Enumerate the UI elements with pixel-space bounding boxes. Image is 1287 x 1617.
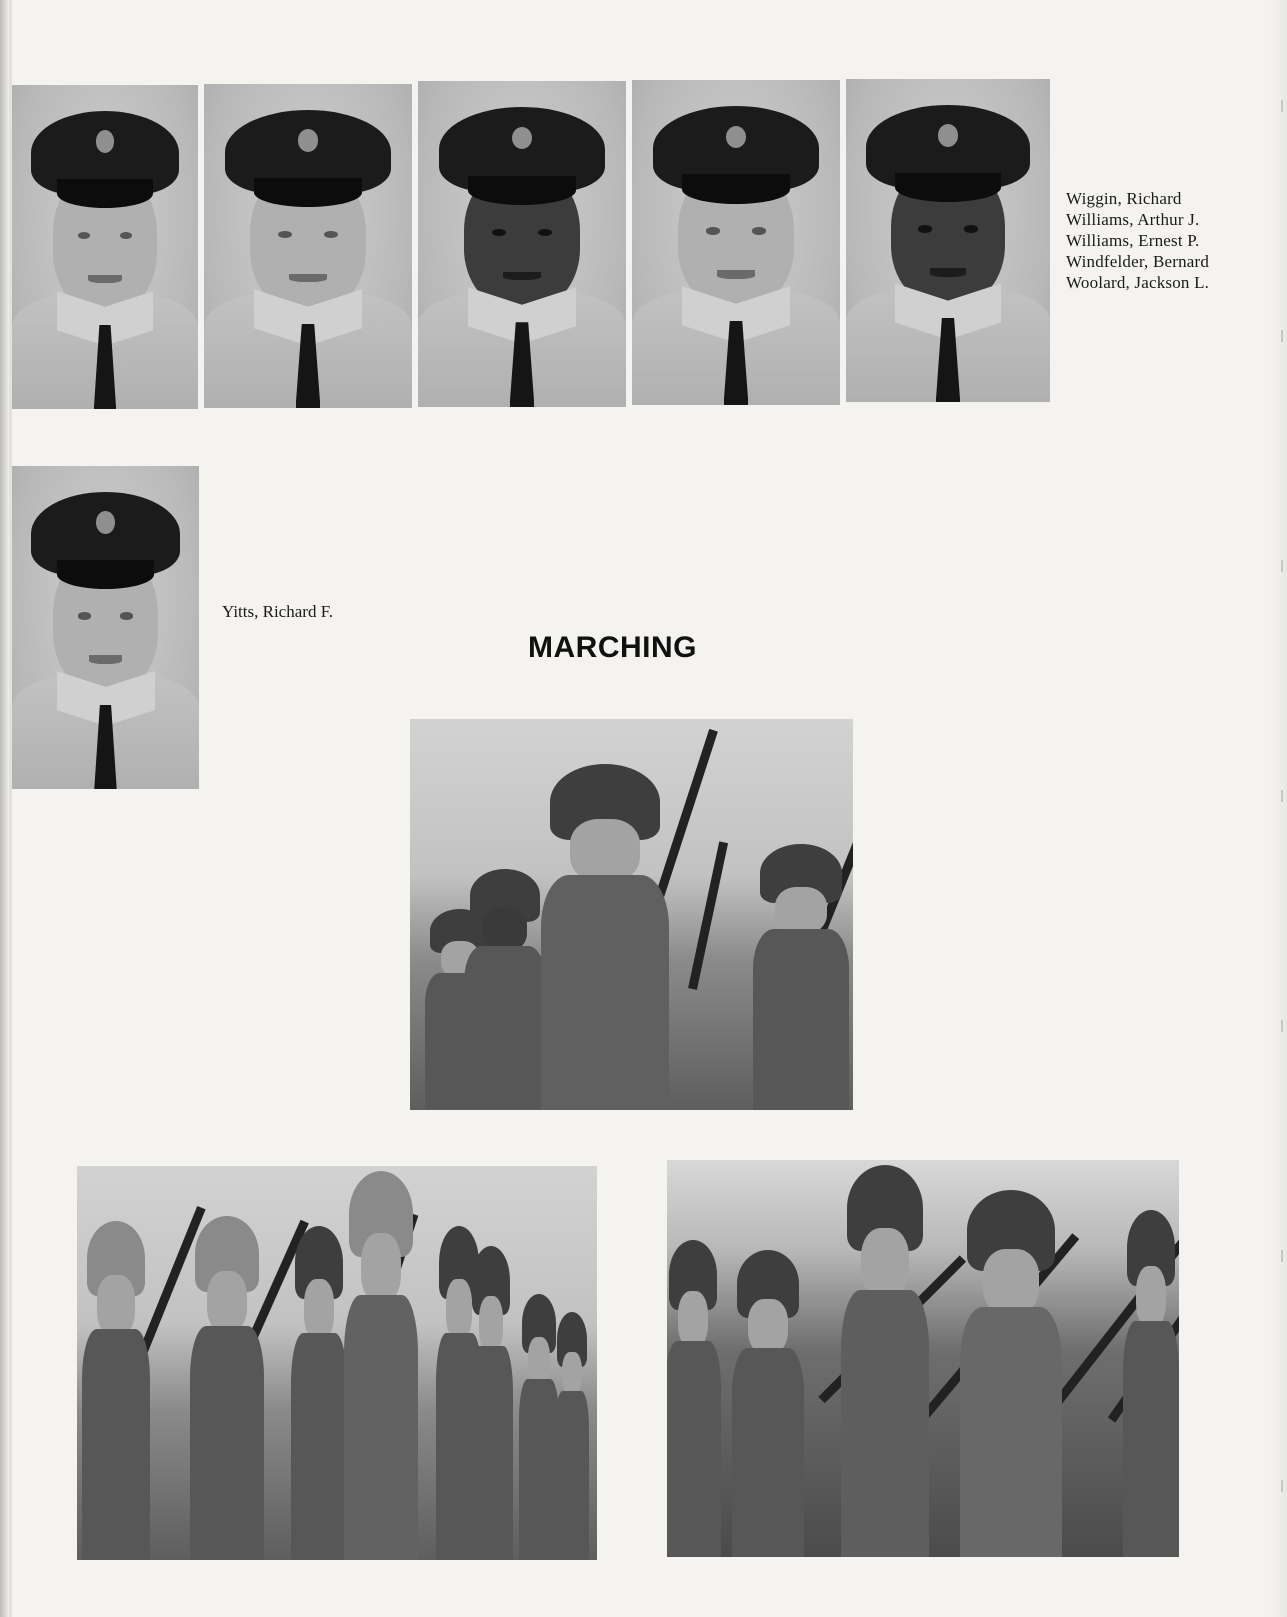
section-heading: MARCHING bbox=[528, 631, 697, 664]
marching-photo-center bbox=[410, 719, 853, 1110]
roster-name: Windfelder, Bernard bbox=[1066, 252, 1210, 271]
portrait-photo-yitts bbox=[12, 466, 199, 789]
portrait-photo-windfelder bbox=[632, 80, 840, 405]
marching-photo-right bbox=[667, 1160, 1179, 1557]
portrait-photo-williams-arthur bbox=[204, 84, 412, 408]
page-edge-right bbox=[1269, 0, 1287, 1617]
roster-name-list bbox=[1066, 188, 1209, 293]
roster-name-yitts: Yitts, Richard F. bbox=[222, 602, 334, 621]
roster-name: Williams, Arthur J. bbox=[1066, 210, 1200, 229]
roster-name: Williams, Ernest P. bbox=[1066, 231, 1200, 250]
portrait-photo-wiggin bbox=[12, 85, 198, 409]
marching-photo-left bbox=[77, 1166, 597, 1560]
portrait-photo-woolard bbox=[846, 79, 1050, 402]
page-edge-left bbox=[0, 0, 9, 1617]
roster-name: Wiggin, Richard bbox=[1066, 189, 1182, 208]
portrait-photo-williams-ernest bbox=[418, 81, 626, 407]
roster-name: Woolard, Jackson L. bbox=[1066, 273, 1210, 292]
